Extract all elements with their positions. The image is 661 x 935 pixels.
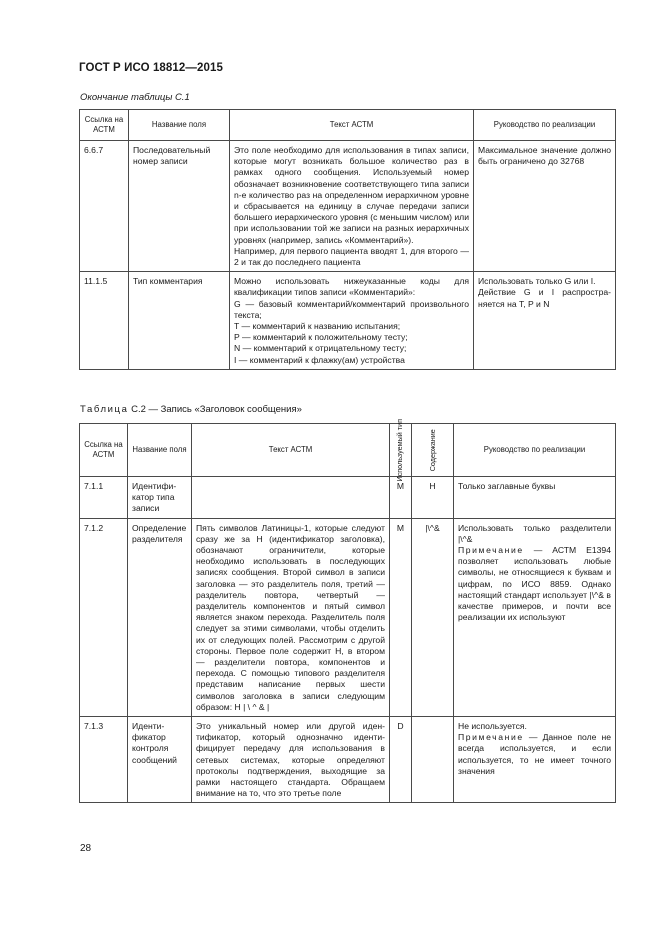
content-cell: |\^& (412, 518, 454, 716)
guidance-line: Действие G и I распространяется на T, P и N (478, 287, 611, 309)
ref-cell: 6.6.7 (80, 141, 129, 272)
table-row (80, 272, 616, 370)
table2-caption-prefix: Таблица (80, 404, 129, 415)
header-astm-text: Текст АСТМ (192, 424, 390, 477)
guidance-cell (454, 477, 616, 519)
field-name-cell: Определение разделителя (128, 518, 192, 716)
guidance-note (458, 545, 611, 623)
astm-text-cell: Это уникальный номер или другой идентификатор, который однозначно идентифицирует передачу для использования в сетевых системах, которые определяют протоколы подтверждения, выходящие за рамки настоящего стандарта. Обращаем внимание на то, что это третье поле (192, 717, 390, 803)
text-line: Можно использовать нижеуказанные коды для квалификации типов записи «Комментарий»: (234, 276, 469, 298)
note-text: — Данное поле не всегда используется, и если используется, то не имеет точного значения (458, 732, 611, 776)
ref-cell: 11.1.5 (80, 272, 129, 370)
guidance-line: Использовать только разделители |\^& (458, 522, 611, 544)
text-line: I — комментарий к флажку(ам) устройства (234, 354, 405, 365)
header-astm-text: Текст АСТМ (230, 110, 474, 141)
field-name-cell: Идентификатор контроля сообщений (128, 717, 192, 803)
text-line: P — комментарий к положительному тесту; (234, 332, 408, 343)
header-content: Содержание (427, 428, 437, 472)
header-ref: Ссылка на АСТМ (80, 424, 128, 477)
note-text: — АСТМ E1394 позволяет использовать любые символы, не относящиеся к буквам и цифрам, по ИСО 8859. Однако настоящий стандарт использует |\^& в качестве примеров, и почти все реализации их используют (458, 545, 611, 623)
table-c2 (79, 418, 616, 803)
text-line: T — комментарий к названию испытания; (234, 321, 401, 332)
note-label: Примечание (458, 732, 524, 743)
table-row (80, 141, 616, 272)
ref-cell: 7.1.3 (80, 717, 128, 803)
table-header-row (80, 424, 616, 477)
usage-type-cell: M (390, 518, 412, 716)
content-cell: H (412, 477, 454, 519)
text-line: G — базовый комментарий/комментарий произвольного текста; (234, 298, 469, 320)
header-usage-type-cell (390, 418, 412, 482)
astm-text-cell (192, 477, 390, 519)
guidance-cell (454, 717, 616, 803)
header-guidance: Руководство по реализации (474, 110, 616, 141)
table2-caption (80, 404, 302, 415)
table-row (80, 717, 616, 803)
astm-text-cell: Пять символов Латиницы-1, которые следуют сразу же за H (идентификатор заголовка), обозначают ограничители, которые необходимо использовать в последующих записях сообщения. Второй символ в записи заголовка — это разделитель поля, третий — разделитель повтора, четвертый — разделитель компонентов и пятый символ является знаком перехода. Разделитель поля следует за этими символами, чтобы отделить их от следующих полей. Рассмотрим с другой стороны. Первое поле содержит H, в втором — разделители повтора, компонентов и перехода. С помощью типового разделителя представим написание первых шести символов заголовка в записи следующим образом: H | \ ^ & | (192, 518, 390, 716)
header-ref: Ссылка на АСТМ (80, 110, 129, 141)
document-title: ГОСТ Р ИСО 18812—2015 (79, 62, 224, 74)
ref-cell: 7.1.2 (80, 518, 128, 716)
guidance-cell (474, 272, 616, 370)
field-name-cell: Идентификатор типа записи (128, 477, 192, 519)
header-field-name: Название поля (128, 424, 192, 477)
field-name-cell: Тип комментария (129, 272, 230, 370)
guidance-cell (474, 141, 616, 272)
usage-type-cell: D (390, 717, 412, 803)
table-row (80, 477, 616, 519)
field-name-cell: Последовательный номер записи (129, 141, 230, 272)
usage-type-cell: M (390, 477, 412, 519)
text-line: Это поле необходимо для использования в типах записи, которые могут возникать большое количество раз в рамках одного сообщения. Используемый номер обозначает возникновение соответствующего типа записи n-е количество раз на определенном иерархичном уровне и сбрасывается на единицу в случае передачи записи большего иерархического уровня (с меньшим числом) или при использовании той же записи на разных иерархичных уровнях (например, запись «Комментарий»). (234, 145, 469, 245)
guidance-line: Не используется. (458, 721, 527, 732)
guidance-line: Использовать только G или I. (478, 276, 596, 287)
guidance-cell (454, 518, 616, 716)
table-header-row (80, 110, 616, 141)
guidance-line: Только заглавные буквы (458, 481, 556, 491)
header-field-name: Название поля (129, 110, 230, 141)
table2-caption-text: С.2 — Запись «Заголовок сообщения» (128, 404, 302, 415)
page-number: 28 (80, 843, 92, 854)
table-row (80, 518, 616, 716)
astm-text-cell (230, 141, 474, 272)
text-line: N — комментарий к отрицательному тесту; (234, 343, 407, 354)
note-label: Примечание (458, 545, 524, 556)
header-content-cell (412, 424, 454, 477)
guidance-line: Максимальное значение должно быть ограничено до 32768 (478, 145, 611, 167)
table-c1-end (79, 109, 616, 370)
header-usage-type: Используемый тип (395, 418, 405, 482)
text-line: Например, для первого пациента вводят 1, для второго — 2 и так до последнего пациента (234, 245, 469, 268)
guidance-note (458, 732, 611, 777)
content-cell (412, 717, 454, 803)
astm-text-cell (230, 272, 474, 370)
ref-cell: 7.1.1 (80, 477, 128, 519)
header-guidance: Руководство по реализации (454, 424, 616, 477)
table1-caption: Окончание таблицы С.1 (80, 92, 190, 103)
